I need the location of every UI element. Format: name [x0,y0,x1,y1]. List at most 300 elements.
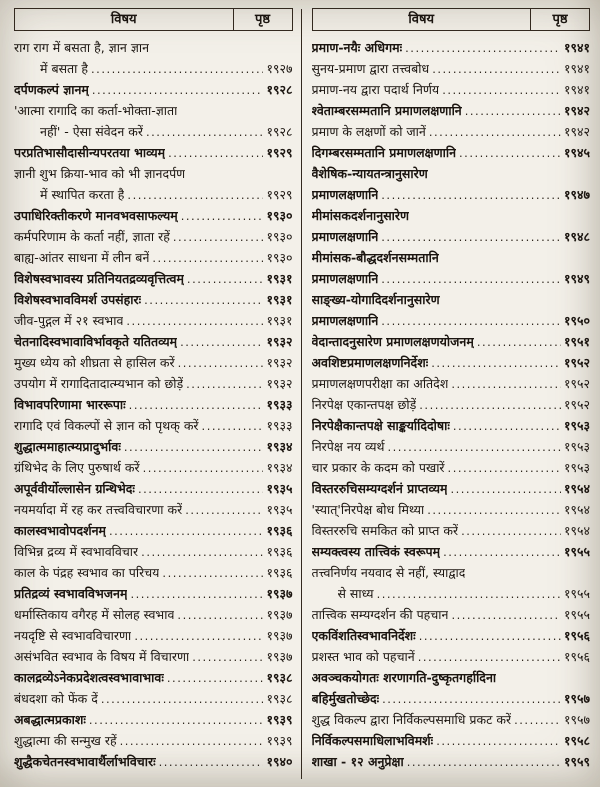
page-number: १९२८ [266,82,293,97]
page-number: १९३३ [266,397,293,412]
entry-line [312,247,591,268]
entry-title: मीमांसकदर्शनानुसारेण [311,208,410,223]
entry-title: प्रमाण-नय द्वारा पदार्थ निर्णय [311,82,440,97]
page-number: १९५४ [563,502,590,517]
page-number: १९३७ [266,628,293,643]
entry-line [312,688,591,709]
entry-line [14,730,293,751]
dot-leader [126,311,263,331]
entry-title: शुद्ध विकल्प द्वारा निर्विकल्पसमाधि प्रकट करें [311,712,512,727]
page-number: १९४१ [563,40,590,55]
dot-leader [124,437,264,457]
entry-line [14,100,293,121]
entry-line [312,751,591,772]
dot-leader [134,626,263,646]
entry-line [14,121,293,142]
dot-leader [442,80,561,100]
toc-entry [14,751,293,772]
entry-line [312,478,591,499]
toc-entry [14,709,293,730]
dot-leader [465,101,561,121]
toc-entry [312,625,591,646]
dot-leader [167,668,264,688]
entry-title: विभावपरिणामा भाररूपाः [14,397,126,412]
dot-leader [180,332,263,352]
toc-entry [312,352,591,373]
entry-title: एकविंशतिस्वभावनिर्देशः [311,628,416,643]
page-number: १९५५ [563,586,590,601]
entry-title: परप्रतिभासौदासीन्यपरतया भाव्यम् [14,145,166,160]
entry-line [312,226,591,247]
toc-entry [312,100,591,121]
toc-entry [312,373,591,394]
toc-entry [312,541,591,562]
toc-entry [312,415,591,436]
dot-leader [141,542,263,562]
entry-line [14,247,293,268]
entry-title: निरपेक्ष नय व्यर्थ [311,439,385,454]
entry-title: धर्मास्तिकाय वगैरह में सोलह स्वभाव [14,607,175,622]
page-number: १९५४ [563,481,590,496]
entry-title: में स्थापित करता है [40,187,125,202]
page-number: १९३७ [266,649,293,664]
toc-entry [312,604,591,625]
toc-entry [14,100,293,142]
entry-title: निर्विकल्पसमाधिलाभविमर्शः [311,733,434,748]
entry-title: तात्त्विक सम्यग्दर्शन की पहचान [311,607,449,622]
entry-line [14,667,293,688]
page-number: १९५२ [563,376,590,391]
dot-leader [450,479,561,499]
entry-title: विभिन्न द्रव्य में स्वभावविचार [14,544,139,559]
dot-leader [381,269,561,289]
dot-leader [127,185,263,205]
entry-line [312,184,591,205]
page-number: १९४९ [563,271,590,286]
column-header-right [312,8,591,31]
toc-entry [312,163,591,205]
entry-line [14,646,293,667]
entry-title: बाह्य-आंतर साधना में लीन बनें [14,250,150,265]
dot-leader [451,605,561,625]
entry-title: मीमांसक-बौद्धदर्शनसम्मतानि [311,250,439,265]
entry-title: शुद्धैकचेतनस्वभावार्थैर्लाभविचारः [14,754,156,769]
page-header: पृष्ठ [552,12,568,27]
entry-title: कालद्रव्येऽनेकप्रदेशत्वस्वभावाभावः [14,670,164,685]
entry-line [312,625,591,646]
entry-title: नहीं' - ऐसा संवेदन करें [40,124,143,139]
page-number: १९५५ [563,544,590,559]
dot-leader [109,521,263,541]
entry-title: अबद्धात्मप्रकाशः [14,712,86,727]
dot-leader [173,227,264,247]
page-number: १९२९ [266,187,293,202]
toc-entry [14,79,293,100]
entry-line [312,373,591,394]
page-number: १९५३ [563,439,590,454]
entry-title: प्रमाणलक्षणानि [311,187,379,202]
entry-title: प्रमाण-नयैः अधिगमः [311,40,403,55]
entry-title: असंभवित स्वभाव के विषय में विचारणा [14,649,190,664]
entry-title: वैशेषिक-न्यायतन्त्रानुसारेण [311,166,428,181]
entry-line [14,289,293,310]
page-number: १९४१ [563,82,590,97]
dot-leader [143,458,264,478]
entry-title: विशेषस्वभावविमर्श उपसंहारः [14,292,142,307]
dot-leader [407,752,561,772]
page-number: १९५७ [563,691,590,706]
toc-entry [14,415,293,436]
page-number: १९३२ [266,334,293,349]
entry-line [14,58,293,79]
entry-line [312,415,591,436]
dot-leader [436,731,561,751]
page-number: १९३२ [266,355,293,370]
page-number: १९५७ [563,712,590,727]
entry-line [312,79,591,100]
subject-header: विषय [15,9,234,30]
toc-entry [312,520,591,541]
dot-leader [181,206,264,226]
entry-line [312,541,591,562]
entry-line [14,541,293,562]
entry-title: श्वेताम्बरसम्मतानि प्रमाणलक्षणानि [311,103,462,118]
page-number: १९३५ [266,481,293,496]
page-number: १९३८ [266,670,293,685]
toc-entry [14,646,293,667]
entry-line [312,100,591,121]
page-number: १९३७ [266,607,293,622]
entry-title: तत्त्वनिर्णय नयवाद से नहीं, स्याद्वाद [311,565,466,580]
toc-entry [14,478,293,499]
toc-entry [312,730,591,751]
dot-leader [431,353,561,373]
entry-title: ज्ञानी शुभ क्रिया-भाव को भी ज्ञानदर्पण [14,166,186,181]
entry-line [14,604,293,625]
entry-title: साङ्ख्य-योगादिदर्शनानुसारेण [311,292,440,307]
toc-entry [14,37,293,79]
toc-entry [312,499,591,520]
dot-leader [451,374,561,394]
entry-title: वेदान्तादनुसारेण प्रमाणलक्षणयोजनम् [311,334,474,349]
dot-leader [461,521,561,541]
dot-leader [144,290,263,310]
dot-leader [405,38,561,58]
page-number: १९३२ [266,376,293,391]
dot-leader [185,500,263,520]
dot-leader [91,59,263,79]
toc-entry [312,142,591,163]
toc-entry [312,58,591,79]
entry-line [312,667,591,688]
entry-title: शाखा - १२ अनुप्रेक्षा [311,754,404,769]
page-number: १९३० [266,208,293,223]
entry-line [312,289,591,310]
toc-entry [312,709,591,730]
entry-line [312,457,591,478]
entry-line [312,562,591,583]
dot-leader [186,374,263,394]
toc-entry [14,226,293,247]
entry-line [312,58,591,79]
toc-entry [14,163,293,205]
page-number: १९४० [266,754,293,769]
toc-entry [14,373,293,394]
entry-title: शुद्धात्ममाहात्म्यप्रादुर्भावः [14,439,121,454]
entry-line [312,310,591,331]
page-number: १९४२ [563,124,590,139]
toc-entry [312,205,591,247]
entry-title: कालस्वभावोपदर्शनम् [14,523,106,538]
dot-leader [178,353,264,373]
entry-title: जीव-पुद्गल में २१ स्वभाव [14,313,124,328]
toc-entry [312,121,591,142]
toc-entry [14,583,293,604]
entry-line [14,373,293,394]
entry-title: बहिर्मुखतोच्छेदः [311,691,380,706]
toc-entry [14,310,293,331]
entry-line [14,226,293,247]
page-number: १९३० [266,229,293,244]
entry-title: शुद्धात्मा की सन्मुख रहें [14,733,117,748]
dot-leader [159,752,264,772]
entry-title: उपाधिरिक्तीकरणे मानवभवसाफल्यम् [14,208,178,223]
page-number: १९३१ [266,292,293,307]
dot-leader [89,710,264,730]
entry-title: निरपेक्ष एकान्तपक्ष छोड़ें [311,397,417,412]
toc-entry [312,562,591,604]
toc-entry [312,436,591,457]
page-number: १९२७ [266,61,293,76]
dot-leader [92,80,264,100]
entry-line [312,121,591,142]
dot-leader [162,563,263,583]
toc-entry [14,205,293,226]
toc-entry [14,604,293,625]
toc-entry [312,478,591,499]
toc-entry [14,667,293,688]
toc-entry [14,268,293,289]
entry-line [312,499,591,520]
toc-entry [14,499,293,520]
dot-leader [120,731,264,751]
toc-entry [14,730,293,751]
page-number: १९५२ [563,397,590,412]
entry-title: ग्रंथिभेद के लिए पुरुषार्थ करें [14,460,140,475]
entry-title: प्रशस्त भाव को पहचानें [311,649,415,664]
page-number: १९५४ [563,523,590,538]
entry-line [14,268,293,289]
entries-list-left [14,37,293,781]
entry-line [312,520,591,541]
toc-column-left [12,8,301,781]
page-number: १९२९ [266,145,293,160]
entry-line [14,205,293,226]
page-number: १९३९ [266,712,293,727]
page-number: १९४७ [563,187,590,202]
entry-title: प्रमाणलक्षणानि [311,313,379,328]
entry-line [14,625,293,646]
dot-leader [514,710,561,730]
toc-entry [14,247,293,268]
toc-entry [312,79,591,100]
entry-line [14,79,293,100]
toc-entry [14,331,293,352]
page-number: १९३७ [266,586,293,601]
page-header: पृष्ठ [254,12,271,27]
entry-title: चेतनादिस्वभावाविर्भावकृते यतितव्यम् [14,334,178,349]
toc-entry [312,646,591,667]
entry-line [312,268,591,289]
entry-line [312,730,591,751]
page-number: १९३४ [266,460,293,475]
dot-leader [129,395,264,415]
page-number: १९४२ [563,103,590,118]
toc-entry [312,457,591,478]
entry-line [14,688,293,709]
entry-line [14,562,293,583]
entry-title: प्रमाणलक्षणानि [311,271,379,286]
entry-line [14,184,293,205]
dot-leader [177,605,263,625]
toc-entry [312,37,591,58]
toc-column-right [302,8,591,781]
page-number: १९३४ [266,439,293,454]
entry-title: मुख्य ध्येय को शीघ्रता से हासिल करें [14,355,175,370]
entry-title: सम्यक्त्वस्य तात्त्विकं स्वरूपम् [311,544,441,559]
dot-leader [453,416,561,436]
toc-entry [312,247,591,289]
entry-line [312,709,591,730]
page-number: १९३१ [266,313,293,328]
entry-line [14,499,293,520]
entry-title: चार प्रकार के कदम को पखारें [311,460,445,475]
entry-title: रागादि एवं विकल्पों से ज्ञान को पृथक् करें [14,418,199,433]
dot-leader [381,311,561,331]
entry-line [312,37,591,58]
entry-line [312,583,591,604]
page-number: १९३८ [266,691,293,706]
entry-line [14,331,293,352]
page-number: १९५३ [563,460,590,475]
page-number: १९५५ [563,607,590,622]
entry-title: प्रमाणलक्षणपरीक्षा का अतिदेश [311,376,449,391]
toc-entry [14,352,293,373]
dot-leader [381,185,561,205]
entry-title: अपूर्ववीर्योल्लासेन ग्रन्थिभेदः [14,481,135,496]
page-number: १९४१ [563,61,590,76]
entry-line [14,520,293,541]
dot-leader [168,143,263,163]
page-number: १९३६ [266,544,293,559]
page-number: १९५३ [563,418,590,433]
entry-title: कर्मपरिणाम के कर्ता नहीं, ज्ञाता रहें [14,229,170,244]
toc-entry [14,142,293,163]
dot-leader [377,584,561,604]
page-number: १९३० [266,250,293,265]
entry-line [312,604,591,625]
page-number: १९४५ [563,145,590,160]
entry-title: सुनय-प्रमाण द्वारा तत्त्वबोध [311,61,430,76]
toc-entry [14,394,293,415]
dot-leader [130,584,263,604]
page-number: १९३६ [266,565,293,580]
toc-entry [312,667,591,709]
entry-line [14,415,293,436]
dot-leader [192,647,263,667]
dot-leader [138,479,264,499]
toc-entry [14,436,293,457]
page-number: १९४८ [563,229,590,244]
entry-line [312,331,591,352]
dot-leader [477,332,561,352]
page-number: १९२८ [266,124,293,139]
entry-line [312,646,591,667]
entry-line [312,436,591,457]
dot-leader [382,689,561,709]
toc-entry [312,331,591,352]
page-number: १९५१ [563,334,590,349]
page-number: १९३५ [266,502,293,517]
dot-leader [459,143,561,163]
dot-leader [448,458,561,478]
entry-title: निरपेक्षैकान्तपक्षे साङ्कर्यादिदोषाः [311,418,450,433]
page-number: १९५९ [563,754,590,769]
entry-line [312,142,591,163]
dot-leader [152,248,263,268]
entry-title: दर्पणकल्पं ज्ञानम् [14,82,89,97]
toc-entry [14,562,293,583]
page-number: १९५८ [563,733,590,748]
toc-entry [14,520,293,541]
toc-entry [312,394,591,415]
entry-title: उपयोग में रागादितादात्म्यभान को छोड़ें [14,376,184,391]
dot-leader [202,416,264,436]
page-number: १९३९ [266,733,293,748]
entry-title: में बसता है [40,61,89,76]
entry-line [14,37,293,58]
entry-line [14,457,293,478]
column-header-left [14,8,293,31]
page-number: १९३३ [266,418,293,433]
dot-leader [419,395,561,415]
entry-line [312,352,591,373]
dot-leader [146,122,264,142]
entry-title: अवशिष्टप्रमाणलक्षणनिर्देशः [311,355,429,370]
page-number: १९३६ [266,523,293,538]
entries-list-right [312,37,591,781]
entry-title: काल के पंद्रह स्वभाव का परिचय [14,565,160,580]
entry-title: नयदृष्टि से स्वभावविचारणा [14,628,132,643]
entry-line [14,478,293,499]
entry-title: राग राग में बसता है, ज्ञान ज्ञान [14,40,150,55]
dot-leader [429,122,561,142]
page-number: १९५६ [563,628,590,643]
entry-line [312,163,591,184]
entry-title: विस्तररुचि समकित को प्राप्त करें [311,523,459,538]
toc-entry [14,457,293,478]
entry-line [14,142,293,163]
dot-leader [418,647,561,667]
dot-leader [187,269,264,289]
entry-line [14,583,293,604]
page-number: १९५६ [563,649,590,664]
toc-entry [14,625,293,646]
entry-title: 'स्यात्'निरपेक्ष बोध मिथ्या [311,502,425,517]
toc-entry [14,289,293,310]
entry-title: 'आत्मा रागादि का कर्ता-भोक्ता-ज्ञाता [14,103,178,118]
dot-leader [101,689,264,709]
